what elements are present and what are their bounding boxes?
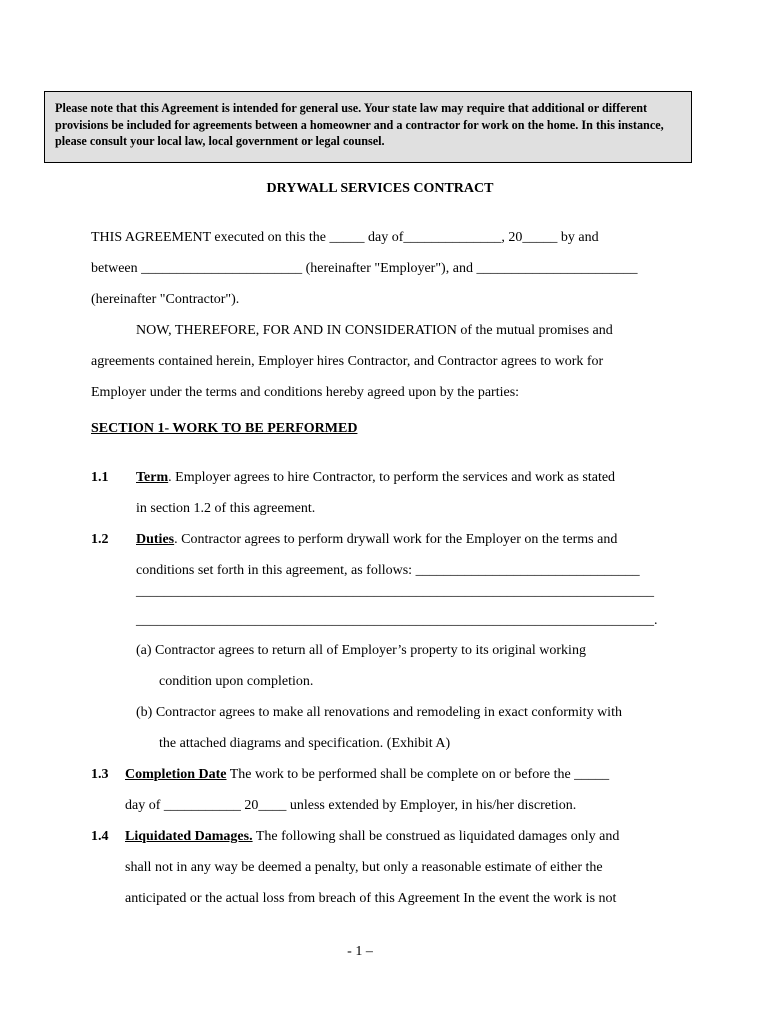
clause-1-2-b-line-2: the attached diagrams and specification. (Exhibit A) xyxy=(159,736,451,751)
document-title: DRYWALL SERVICES CONTRACT xyxy=(266,181,494,196)
clause-1-3-number: 1.3 xyxy=(91,767,109,782)
clause-1-4-line-1: Liquidated Damages. The following shall be construed as liquidated damages only and xyxy=(125,829,620,844)
clause-1-2-line-2: conditions set forth in this agreement, as follows: ________________________________ xyxy=(136,563,640,578)
intro-line-3: (hereinafter "Contractor"). xyxy=(91,292,240,307)
clause-1-3-line-2: day of ___________ 20____ unless extended by Employer, in his/her discretion. xyxy=(125,798,577,813)
clause-1-4-number: 1.4 xyxy=(91,829,109,844)
section-1-heading: SECTION 1- WORK TO BE PERFORMED xyxy=(91,421,358,436)
clause-1-1-term: Term xyxy=(136,470,169,485)
clause-1-4-term: Liquidated Damages. xyxy=(125,829,253,844)
clause-1-2-line-1: Duties. Contractor agrees to perform drywall work for the Employer on the terms and xyxy=(136,532,618,547)
clause-1-2-b-line-1: (b) Contractor agrees to make all renovations and remodeling in exact conformity with xyxy=(136,705,622,720)
consideration-line-3: Employer under the terms and conditions hereby agreed upon by the parties: xyxy=(91,385,520,400)
clause-1-2-a-line-1: (a) Contractor agrees to return all of Employer’s property to its original working xyxy=(136,643,586,658)
disclaimer-notice xyxy=(44,91,692,163)
consideration-line-2: agreements contained herein, Employer hires Contractor, and Contractor agrees to work for xyxy=(91,354,604,369)
clause-1-3-line-1: Completion Date The work to be performed shall be complete on or before the _____ xyxy=(125,767,610,782)
disclaimer-text: Please note that this Agreement is intended for general use. Your state law may require that additional or different provisions be included for agreements between a homeowner and a contractor for work on the home. In this instance, please consult your local law, local government or legal counsel. xyxy=(55,101,664,148)
intro-line-2: between _______________________ (hereinafter "Employer"), and _______________________ xyxy=(91,261,638,276)
clause-1-2-a-line-2: condition upon completion. xyxy=(159,674,314,689)
clause-1-1-line-1: Term. Employer agrees to hire Contractor, to perform the services and work as stated xyxy=(136,470,616,485)
clause-1-3-term: Completion Date xyxy=(125,767,227,782)
consideration-line-1: NOW, THEREFORE, FOR AND IN CONSIDERATION of the mutual promises and xyxy=(136,323,613,338)
clause-1-2-number: 1.2 xyxy=(91,532,109,547)
clause-1-1-line-2: in section 1.2 of this agreement. xyxy=(136,501,316,516)
clause-1-4-line-3: anticipated or the actual loss from breach of this Agreement In the event the work is not xyxy=(125,891,617,906)
clause-1-4-line-2: shall not in any way be deemed a penalty, but only a reasonable estimate of either the xyxy=(125,860,603,875)
clause-1-2-term: Duties xyxy=(136,532,175,547)
intro-line-1: THIS AGREEMENT executed on this the _____ day of______________, 20_____ by and xyxy=(91,230,599,245)
clause-1-2-blank-line-1: __________________________________________________________________________ xyxy=(136,584,654,599)
page-number: - 1 – xyxy=(347,944,373,959)
clause-1-1-number: 1.1 xyxy=(91,470,109,485)
clause-1-2-blank-line-2: __________________________________________________________________________. xyxy=(136,613,658,628)
